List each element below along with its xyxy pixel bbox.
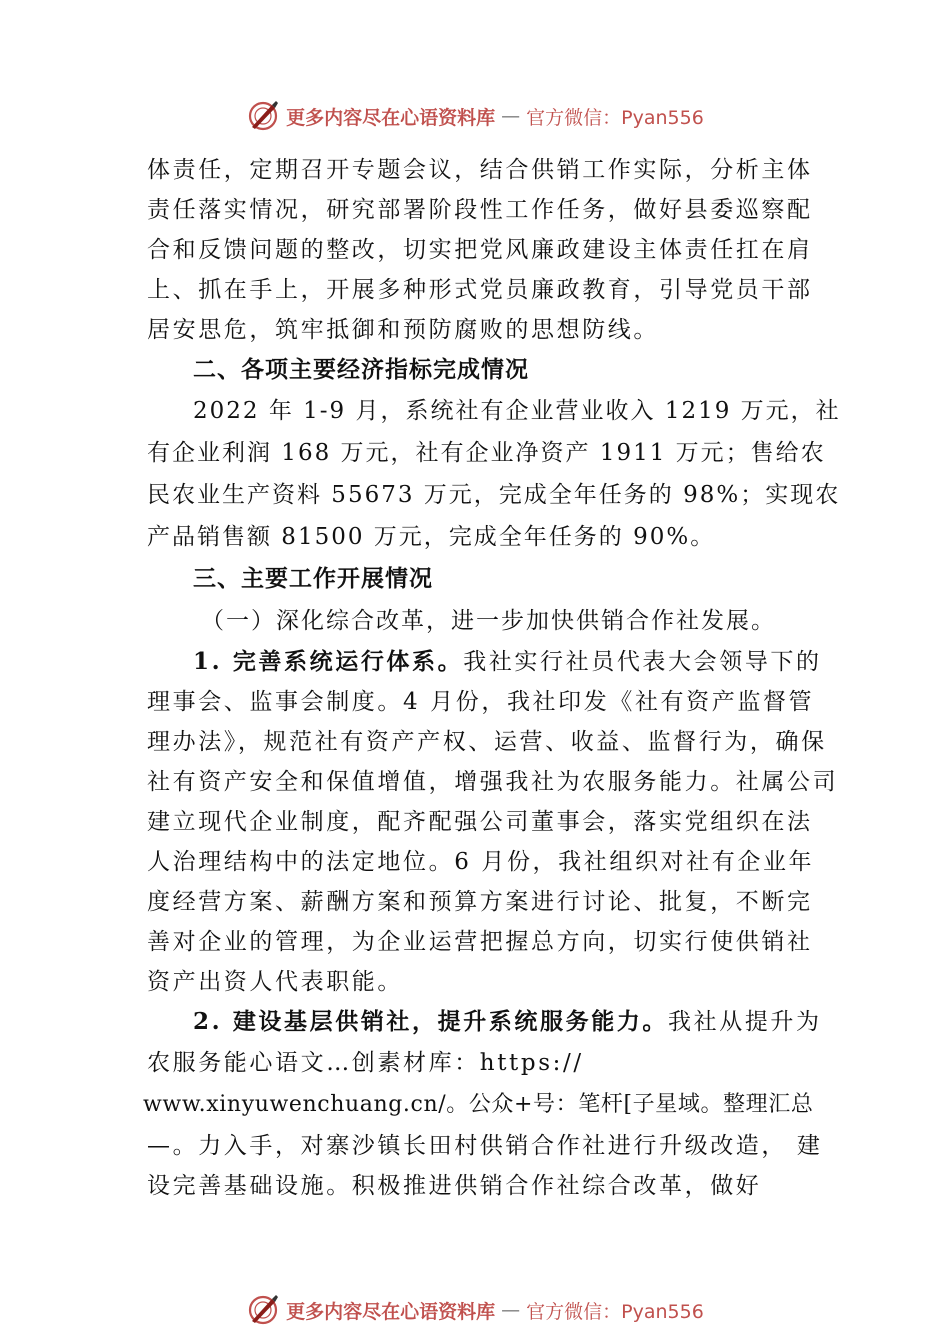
text-line: 建立现代企业制度，配齐配强公司董事会，落实党组织在法 [147,809,813,835]
text-line [147,1002,822,1042]
text-line: 理事会、监事会制度。4 月份，我社印发《社有资产监督管 [147,689,815,715]
paragraph-title: 2. 建设基层供销社，提升系统服务能力。 [193,1008,669,1035]
text-line [147,642,822,682]
text-line-url: www.xinyuwenchuang.cn/。公众+号：笔杆[子星域。整理汇总 [143,1092,814,1117]
section-heading-indicators: 二、各项主要经济指标完成情况 [193,356,529,383]
header-watermark-banner [0,96,950,136]
paragraph-system [147,642,839,1002]
brand-logo-icon [246,1293,280,1327]
text-line: 设完善基础设施。积极推进供销合作社综合改革，做好 [147,1173,762,1199]
text-line: 人治理结构中的法定地位。6 月份，我社组织对社有企业年 [147,849,815,875]
paragraph-indicators [147,390,841,558]
text-line: 2022 年 1-9 月，系统社有企业营业收入 1219 万元，社 [193,398,841,424]
banner-separator: — [501,1299,521,1321]
text-line: 有企业利润 168 万元，社有企业净资产 1911 万元；售给农 [147,440,826,466]
document-body [143,150,841,1206]
banner-separator: — [501,105,521,127]
text-line: 民农业生产资料 55673 万元，完成全年任务的 98%；实现农 [147,482,841,508]
text-line: 居安思危，筑牢抵御和预防腐败的思想防线。 [147,317,659,343]
paragraph-text: 我社从提升为 [668,1009,822,1035]
text-line: 资产出资人代表职能。 [147,969,403,995]
brand-logo-icon [246,99,280,133]
text-line: 社有资产安全和保值增值，增强我社为农服务能力。社属公司 [147,769,839,795]
brand-name: 更多内容尽在心语资料库 [286,1300,496,1323]
text-line: 理办法》，规范社有资产产权、运营、收益、监督行为，确保 [147,729,827,755]
footer-watermark-banner [0,1290,950,1330]
text-line: 体责任，定期召开专题会议，结合供销工作实际，分析主体 [147,157,813,183]
text-line: —。力入手，对寨沙镇长田村供销合作社进行升级改造， 建 [147,1133,823,1159]
paragraph-grassroots [143,1002,823,1206]
paragraph-text: 我社实行社员代表大会领导下的 [463,649,822,675]
wechat-contact: 官方微信：Pyan556 [526,106,704,129]
section-heading-work: 三、主要工作开展情况 [193,565,433,592]
text-line: 产品销售额 81500 万元，完成全年任务的 90%。 [147,524,716,550]
wechat-contact: 官方微信：Pyan556 [526,1300,704,1323]
brand-name: 更多内容尽在心语资料库 [286,106,496,129]
subsection-heading-reform: （一）深化综合改革，进一步加快供销合作社发展。 [201,608,776,634]
paragraph-title: 1. 完善系统运行体系。 [193,648,464,675]
text-line: 度经营方案、薪酬方案和预算方案进行讨论、批复，不断完 [147,889,813,915]
paragraph-responsibility [147,150,813,350]
text-line: 农服务能心语文…创素材库：https:// [147,1050,584,1076]
text-line: 责任落实情况，研究部署阶段性工作任务，做好县委巡察配 [147,197,813,223]
text-line: 合和反馈问题的整改，切实把党风廉政建设主体责任扛在肩 [147,237,813,263]
text-line: 善对企业的管理，为企业运营把握总方向，切实行使供销社 [147,929,813,955]
text-line: 上、抓在手上，开展多种形式党员廉政教育，引导党员干部 [147,277,813,303]
